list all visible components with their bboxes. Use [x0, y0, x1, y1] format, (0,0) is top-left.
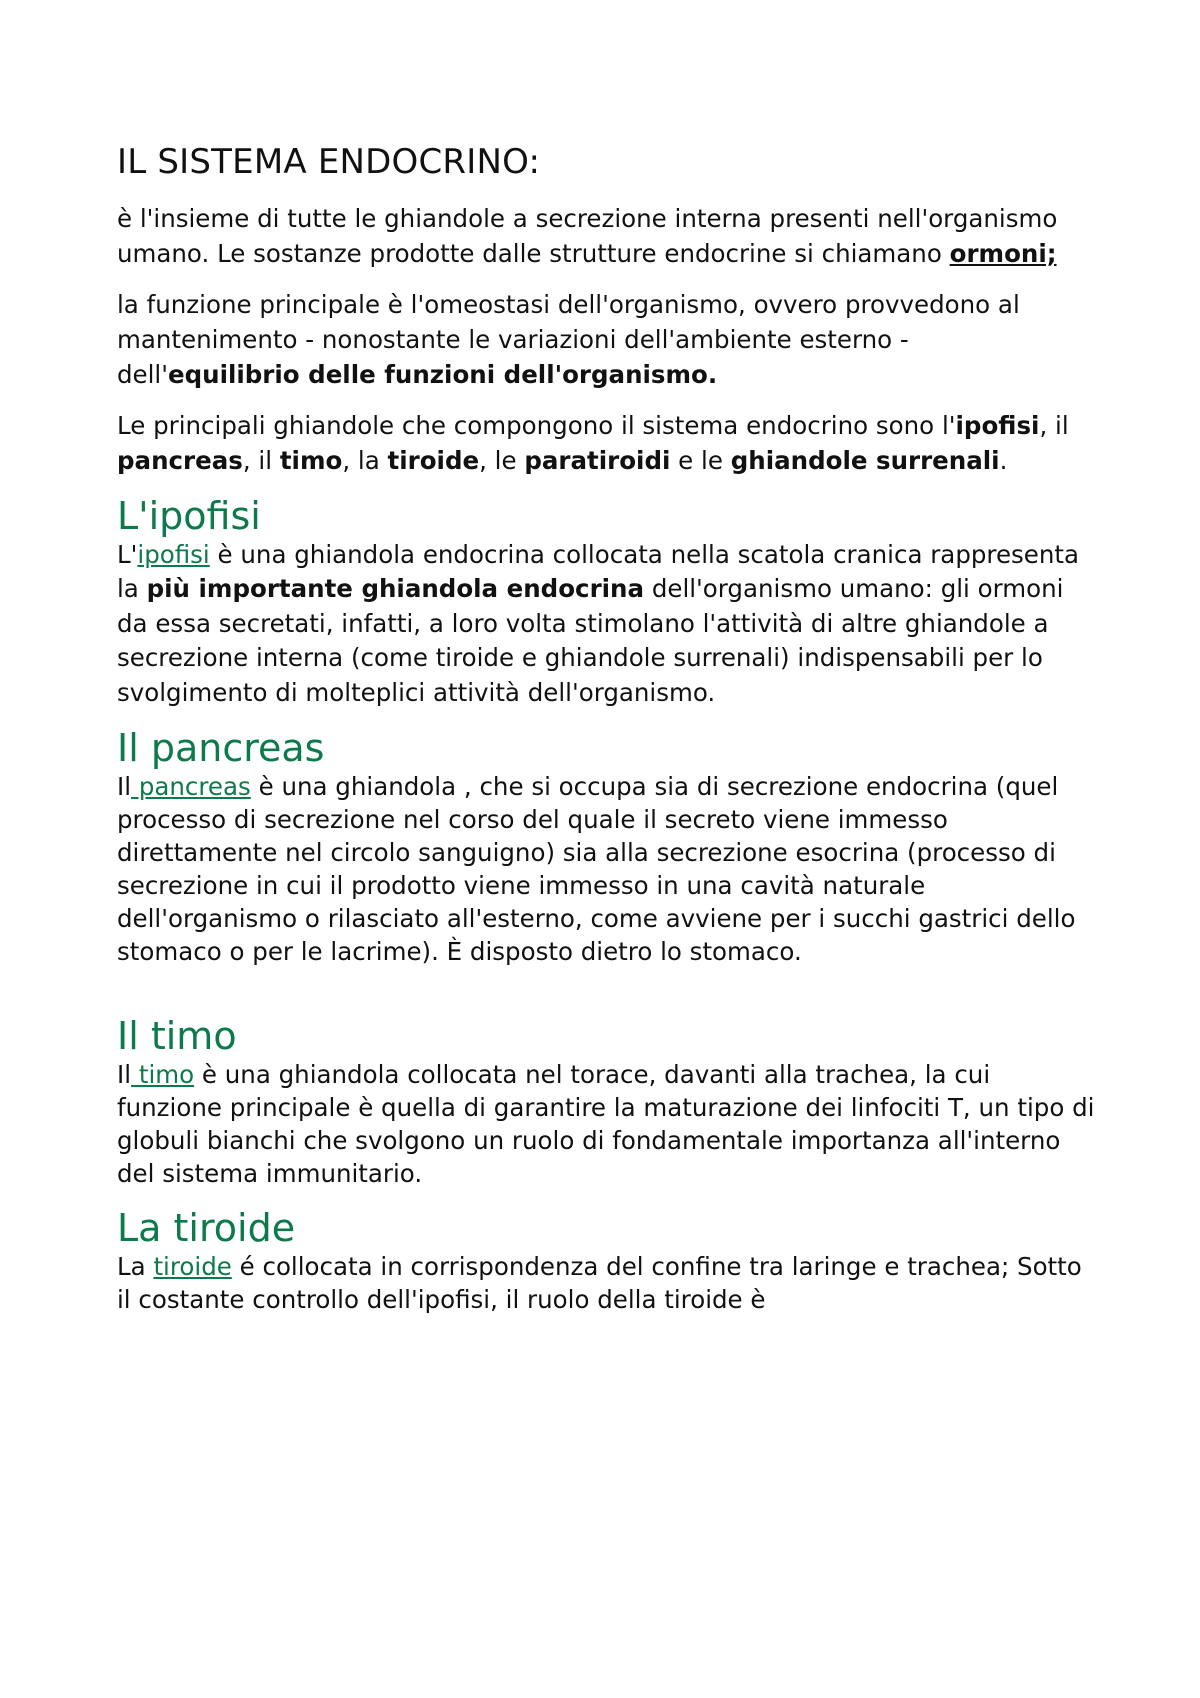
intro-p2-bold: equilibrio delle funzioni dell'organismo. — [167, 359, 718, 389]
intro-p1-text: è l'insieme di tutte le ghiandole a secrezione interna presenti nell'organismo umano. Le sostanze prodotte dalle strutture endocrine si chiamano — [117, 203, 1058, 268]
p3-gland-pancreas: pancreas — [117, 445, 243, 475]
section-heading-timo: Il timo — [117, 1014, 237, 1059]
timo-pre: Il — [117, 1060, 132, 1090]
p3-text: . — [999, 445, 1008, 475]
tiroide-text: é collocata in corrispondenza del confine tra laringe e trachea; Sotto il costante controllo dell'ipofisi, il ruolo della tiroide è — [117, 1252, 1082, 1315]
section-body-timo — [117, 1058, 1097, 1190]
section-body-tiroide — [117, 1250, 1097, 1316]
pancreas-text: è una ghiandola , che si occupa sia di secrezione endocrina (quel processo di secrezione nel corso del quale il secreto viene immesso direttamente nel circolo sanguigno) sia alla secrezione esocrina (processo di secrezione in cui il prodotto viene immesso in una cavità naturale dell'organismo o rilasciato all'esterno, come avviene per i succhi gastrici dello stomaco o per le lacrime). È disposto dietro lo stomaco. — [117, 772, 1076, 967]
intro-p2-text: la funzione principale è l'omeostasi dell'organismo, ovvero provvedono al mantenimento - nonostante le variazioni dell'ambiente esterno - dell' — [117, 289, 1020, 389]
p3-text: e le — [670, 445, 731, 475]
section-body-pancreas — [117, 770, 1097, 968]
p3-gland-paratiroidi: paratiroidi — [524, 445, 671, 475]
ipofisi-text-1: è una ghiandola endocrina collocata nella scatola cranica rappresenta la — [117, 539, 1080, 604]
intro-paragraph-1 — [117, 201, 1097, 271]
p3-text: , le — [479, 445, 525, 475]
p3-gland-tiroide: tiroide — [387, 445, 480, 475]
section-heading-ipofisi: L'ipofisi — [117, 493, 261, 538]
tiroide-pre: La — [117, 1252, 154, 1282]
ormoni-term: ormoni; — [949, 238, 1057, 268]
section-body-ipofisi — [117, 538, 1097, 711]
spacer — [117, 984, 1097, 1014]
p3-gland-surrenali: ghiandole surrenali — [730, 445, 1000, 475]
document-title: IL SISTEMA ENDOCRINO: — [117, 142, 541, 182]
intro-paragraph-2 — [117, 287, 1097, 392]
ipofisi-bold: più importante ghiandola endocrina — [146, 574, 645, 604]
pancreas-link[interactable]: pancreas — [131, 772, 251, 802]
p3-gland-timo: timo — [279, 445, 343, 475]
ipofisi-text-2: dell'organismo umano: gli ormoni da essa secretati, infatti, a loro volta stimolano l'attività di altre ghiandole a secrezione interna (come tiroide e ghiandole surrenali) indispensabili per lo svolgimento di molteplici attività dell'organismo. — [117, 574, 1064, 707]
tiroide-link[interactable]: tiroide — [153, 1252, 232, 1282]
intro-paragraph-3 — [117, 408, 1097, 478]
p3-text: , la — [342, 445, 388, 475]
document-page — [117, 142, 1097, 1332]
timo-text: è una ghiandola collocata nel torace, davanti alla trachea, la cui funzione principale è quella di garantire la maturazione dei linfociti T, un tipo di globuli bianchi che svolgono un ruolo di fondamentale importanza all'interno del sistema immunitario. — [117, 1060, 1095, 1189]
pancreas-pre: Il — [117, 772, 132, 802]
timo-link[interactable]: timo — [131, 1060, 195, 1090]
p3-text: Le principali ghiandole che compongono il sistema endocrino sono l' — [117, 410, 956, 440]
p3-gland-ipofisi: ipofisi — [955, 410, 1040, 440]
ipofisi-pre: L' — [117, 539, 138, 569]
section-heading-pancreas: Il pancreas — [117, 726, 325, 771]
ipofisi-link[interactable]: ipofisi — [137, 539, 210, 569]
p3-text: , il — [242, 445, 280, 475]
p3-text: , il — [1039, 410, 1069, 440]
section-heading-tiroide: La tiroide — [117, 1206, 296, 1251]
